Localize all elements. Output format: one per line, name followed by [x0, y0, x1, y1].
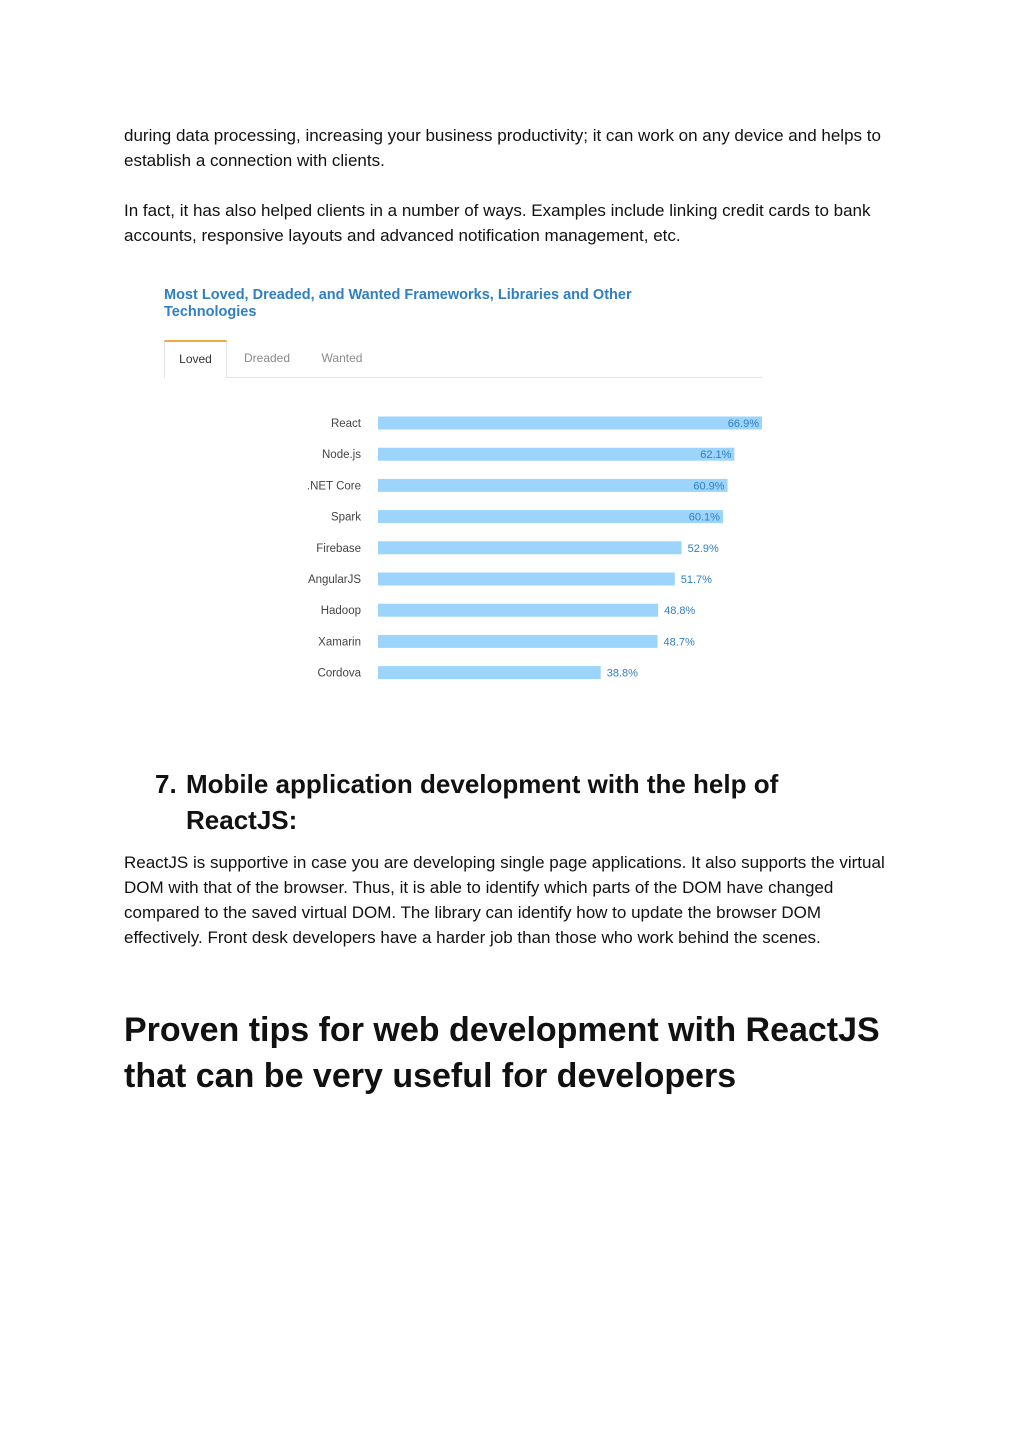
value-label: 48.8% [664, 605, 696, 618]
chart-title: Most Loved, Dreaded, and Wanted Frameworks, Libraries and Other Technologies [164, 287, 632, 320]
value-label: 48.7% [663, 636, 695, 649]
tab-loved[interactable]: Loved [164, 340, 227, 378]
bar-chart [162, 282, 768, 692]
category-label: Node.js [322, 449, 361, 462]
category-label: Firebase [316, 542, 361, 555]
category-label: Cordova [317, 667, 361, 680]
value-label: 66.9% [727, 418, 759, 430]
value-label: 51.7% [680, 574, 712, 586]
body-paragraph: ReactJS is supportive in case you are developing single page applications. It also supports the virtual DOM with that of the browser. Thus, it is able to identify which parts of the DOM have changed compared to the saved virtual DOM. The library can identify how to update the browser DOM effectively. Front desk developers have a harder job than those who work behind the scenes. [124, 853, 885, 947]
category-label: Xamarin [318, 636, 361, 649]
bar [378, 666, 601, 679]
value-label: 60.9% [693, 480, 725, 493]
section-heading [155, 766, 875, 838]
category-label: React [330, 418, 361, 430]
bar [378, 448, 734, 461]
bar [378, 479, 728, 492]
section-title: Mobile application development with the help of ReactJS: [186, 769, 779, 835]
bar [378, 417, 762, 430]
value-label: 52.9% [687, 542, 719, 555]
chart-figure [162, 282, 768, 692]
tab-wanted[interactable]: Wanted [321, 351, 363, 365]
tab-dreaded[interactable]: Dreaded [243, 351, 291, 365]
bar [378, 604, 658, 617]
category-label: .NET Core [306, 480, 361, 493]
bar [378, 635, 658, 648]
category-label: AngularJS [307, 574, 361, 586]
value-label: 38.8% [606, 667, 638, 680]
body-paragraph: during data processing, increasing your business productivity; it can work on any device and helps to establish a connection with clients. [124, 126, 881, 170]
bar [378, 573, 675, 586]
value-label: 62.1% [700, 449, 732, 462]
category-label: Spark [330, 511, 361, 524]
bar [378, 510, 723, 523]
body-paragraph: In fact, it has also helped clients in a number of ways. Examples include linking credit cards to bank accounts, responsive layouts and advanced notification management, etc. [124, 201, 871, 245]
category-label: Hadoop [320, 605, 361, 618]
bar [378, 541, 682, 554]
main-heading: Proven tips for web development with ReactJS that can be very useful for developers [124, 1011, 880, 1095]
value-label: 60.1% [688, 511, 720, 524]
section-number: 7. [155, 769, 177, 799]
